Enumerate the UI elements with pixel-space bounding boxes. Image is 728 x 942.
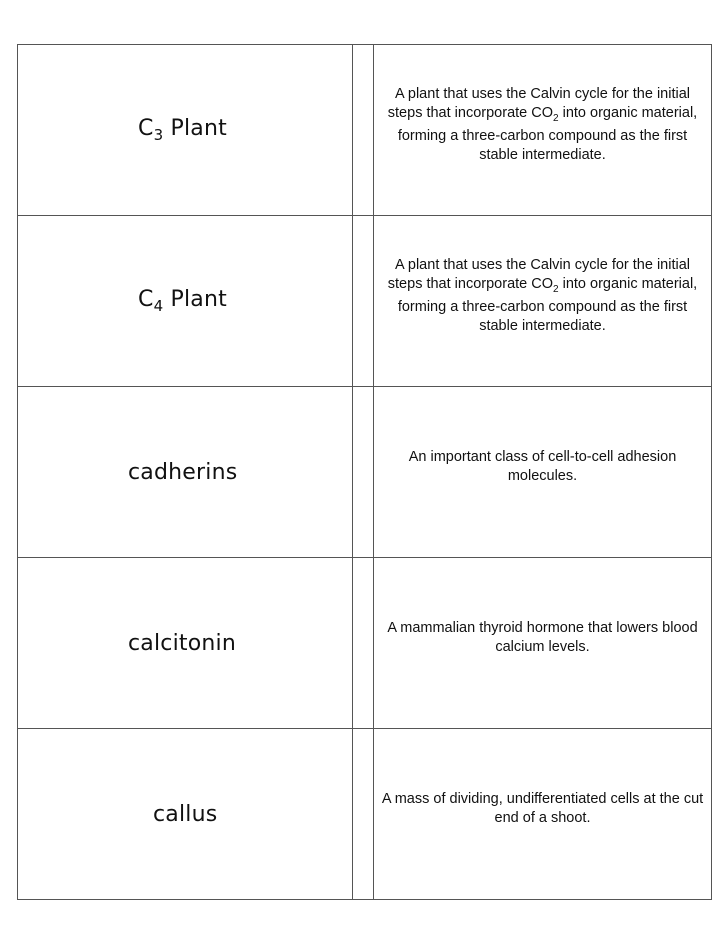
flashcard-row [18, 558, 712, 729]
definition-text: A mass of dividing, undifferentiated cells at the cut end of a shoot. [381, 791, 704, 826]
definition-cell [374, 45, 712, 215]
term-text: callus [153, 801, 218, 827]
flashcard-sheet [17, 44, 712, 900]
term-text: cadherins [128, 459, 238, 485]
definition-text: A plant that uses the Calvin cycle for the initial steps that incorporate $CO_2$ into organic material, forming a three-carbon compound as the first stable intermediate. [387, 85, 698, 164]
definition-text: An important class of cell-to-cell adhesion molecules. [408, 449, 677, 484]
gutter-cell [353, 216, 374, 386]
flashcard-row [18, 216, 712, 387]
gutter-cell [353, 45, 374, 215]
definition-cell [374, 729, 712, 899]
definition-cell [374, 216, 712, 386]
term-text: $C_4$ Plant [138, 287, 227, 315]
term-cell [18, 558, 353, 728]
definition-cell [374, 558, 712, 728]
definition-cell [374, 387, 712, 557]
term-text: $C_3$ Plant [138, 116, 227, 144]
term-cell [18, 387, 353, 557]
term-cell [18, 45, 353, 215]
flashcard-row [18, 729, 712, 900]
definition-text: A mammalian thyroid hormone that lowers blood calcium levels. [387, 620, 698, 655]
gutter-cell [353, 729, 374, 899]
flashcard-row [18, 387, 712, 558]
term-text: calcitonin [128, 630, 236, 656]
term-cell [18, 729, 353, 899]
definition-text: A plant that uses the Calvin cycle for the initial steps that incorporate $CO_2$ into organic material, forming a three-carbon compound as the first stable intermediate. [387, 256, 698, 335]
gutter-cell [353, 387, 374, 557]
term-cell [18, 216, 353, 386]
gutter-cell [353, 558, 374, 728]
flashcard-row [18, 45, 712, 216]
